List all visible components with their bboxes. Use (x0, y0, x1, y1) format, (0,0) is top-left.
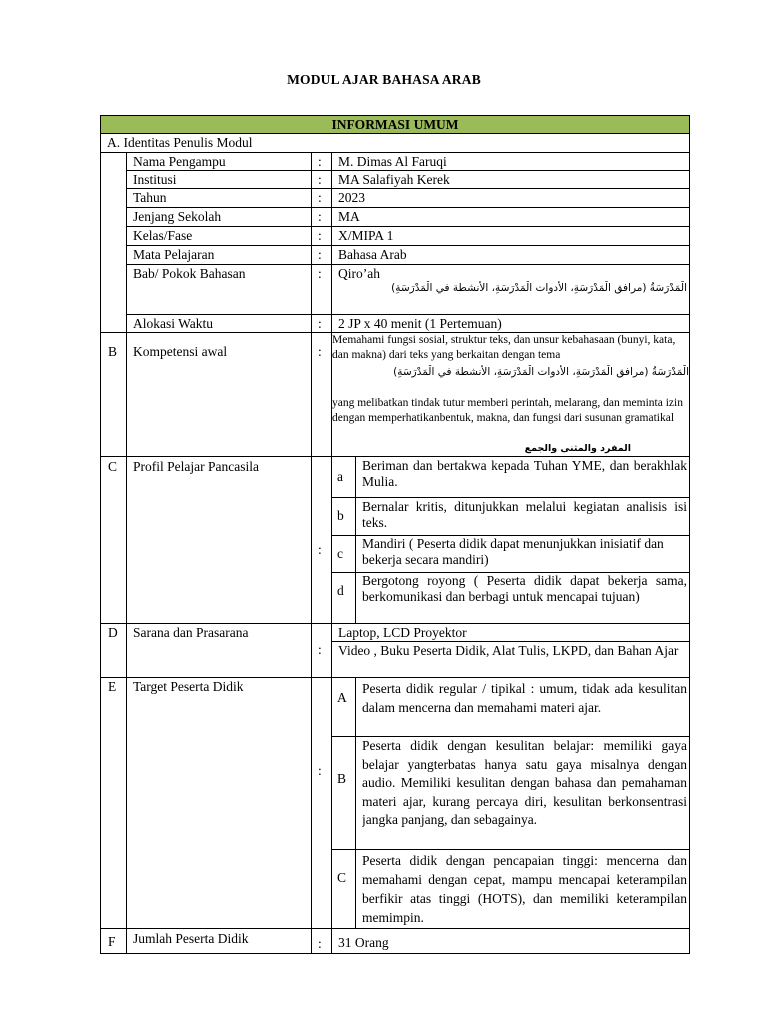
section-header: INFORMASI UMUM (101, 116, 689, 134)
row-line (126, 188, 689, 189)
target-item-b: Peserta didik dengan kesulitan belajar: memiliki gaya belajar yangterbatas hanya satu gaya misalnya dengan audio. Memiliki kesulitan dengan bahasa dan pemahaman materi ajar, kurang percaya diri, kesulitan berkonsentrasi jangka panjang, dan sebagainya. (362, 738, 687, 828)
label-pokok-bahasan: Bab/ Pokok Bahasan (133, 266, 246, 281)
profil-item-b: Bernalar kritis, ditunjukkan melalui kegiatan analisis isi teks. (362, 499, 687, 530)
value-alokasi-waktu: 2 JP x 40 menit (1 Pertemuan) (338, 316, 502, 331)
label-tahun: Tahun (133, 190, 167, 205)
value-kelas-fase: X/MIPA 1 (338, 228, 394, 243)
colon: : (318, 316, 322, 331)
profil-item-letter: b (337, 508, 344, 523)
row-line (101, 677, 689, 678)
label-profil-pelajar: Profil Pelajar Pancasila (133, 459, 259, 474)
profil-item-letter: d (337, 583, 344, 598)
colon: : (318, 209, 322, 224)
colon: : (318, 936, 322, 951)
row-line (331, 849, 689, 850)
target-item-letter: B (337, 771, 347, 786)
label-kelas-fase: Kelas/Fase (133, 228, 193, 243)
sarana-item-1: Laptop, LCD Proyektor (338, 625, 467, 640)
colon: : (318, 344, 322, 359)
target-item-c: Peserta didik dengan pencapaian tinggi: mencerna dan memahami dengan cepat, mampu mencapai keterampilan berfikir atas tinggi (HOTS), dan memiliki keterampilan memimpin. (362, 853, 687, 925)
profil-item-letter: a (337, 469, 343, 484)
colon: : (318, 154, 322, 169)
row-line (126, 170, 689, 171)
row-line (126, 314, 689, 315)
profil-item-a: Beriman dan bertakwa kepada Tuhan YME, dan berakhlak Mulia. (362, 458, 687, 489)
target-item-letter: C (337, 870, 347, 885)
colon: : (318, 172, 322, 187)
colon: : (318, 228, 322, 243)
colon: : (318, 190, 322, 205)
label-jenjang-sekolah: Jenjang Sekolah (133, 209, 222, 224)
value-tahun: 2023 (338, 190, 365, 205)
label-kompetensi-awal: Kompetensi awal (133, 344, 228, 359)
label-nama-pengampu: Nama Pengampu (133, 154, 226, 169)
target-item-letter: A (337, 690, 347, 705)
colon: : (318, 247, 322, 262)
row-letter-c: C (108, 459, 118, 474)
row-line (331, 641, 689, 642)
col-line (355, 456, 356, 623)
row-line (331, 497, 689, 498)
kompetensi-text-2: yang melibatkan tindak tutur memberi perintah, melarang, dan meminta izin dengan memperhatikanbentuk, makna, dan fungsi dari susunan gramatikal (332, 397, 683, 424)
kompetensi-arabic-2: المفرد والمثنى والجمع (524, 443, 631, 454)
row-line (126, 264, 689, 265)
label-sarana-prasarana: Sarana dan Prasarana (133, 625, 249, 640)
value-jumlah-peserta: 31 Orang (338, 935, 389, 950)
colon: : (318, 266, 322, 281)
row-line (101, 623, 689, 624)
colon: : (318, 542, 322, 557)
row-letter-f: F (108, 934, 116, 949)
profil-item-c: Mandiri ( Peserta didik dapat menunjukkan inisiatif dan bekerja secara mandiri) (362, 536, 664, 567)
row-line (101, 152, 689, 153)
row-line (101, 928, 689, 929)
colon: : (318, 763, 322, 778)
profil-item-d: Bergotong royong ( Peserta didik dapat bekerja sama, berkomunikasi dan berbagi untuk mencapai tujuan) (362, 573, 687, 604)
label-alokasi-waktu: Alokasi Waktu (133, 316, 214, 331)
label-jumlah-peserta: Jumlah Peserta Didik (133, 931, 249, 946)
value-pokok-bahasan-arabic: الْمَدْرَسَةُ (مرافق الْمَدْرَسَةِ، الأدوات الْمَدْرَسَةِ، الأنشطة في الْمَدْرَسَةِ) (391, 282, 687, 294)
section-a-title: A. Identitas Penulis Modul (107, 135, 253, 150)
col-line (126, 152, 127, 953)
value-jenjang-sekolah: MA (338, 209, 360, 224)
row-letter-b: B (108, 344, 118, 359)
document-title: MODUL AJAR BAHASA ARAB (287, 72, 481, 87)
value-pokok-bahasan: Qiro’ah (338, 266, 380, 281)
col-line (331, 152, 332, 953)
col-line (311, 152, 312, 953)
kompetensi-text-1: Memahami fungsi sosial, struktur teks, dan unsur kebahasaan (bunyi, kata, dan makna) dari teks yang berkaitan dengan tema (332, 334, 676, 361)
target-item-a: Peserta didik regular / tipikal : umum, tidak ada kesulitan dalam mencerna dan memahami materi ajar. (362, 681, 687, 715)
profil-item-letter: c (337, 546, 343, 561)
label-mata-pelajaran: Mata Pelajaran (133, 247, 215, 262)
label-target-peserta: Target Peserta Didik (133, 679, 244, 694)
sarana-item-2: Video , Buku Peserta Didik, Alat Tulis, LKPD, dan Bahan Ajar (338, 643, 679, 658)
value-nama-pengampu: M. Dimas Al Faruqi (338, 154, 447, 169)
label-institusi: Institusi (133, 172, 177, 187)
kompetensi-arabic: الْمَدْرَسَةُ (مرافق الْمَدْرَسَةِ، الأدوات الْمَدْرَسَةِ، الأنشطة في الْمَدْرَسَةِ) (393, 366, 689, 378)
colon: : (318, 642, 322, 657)
row-letter-d: D (108, 625, 118, 640)
value-mata-pelajaran: Bahasa Arab (338, 247, 407, 262)
row-line (126, 207, 689, 208)
info-form-table (100, 115, 690, 954)
row-letter-e: E (108, 679, 117, 694)
col-line (355, 677, 356, 928)
row-line (126, 226, 689, 227)
value-institusi: MA Salafiyah Kerek (338, 172, 450, 187)
row-line (126, 245, 689, 246)
row-line (101, 456, 689, 457)
